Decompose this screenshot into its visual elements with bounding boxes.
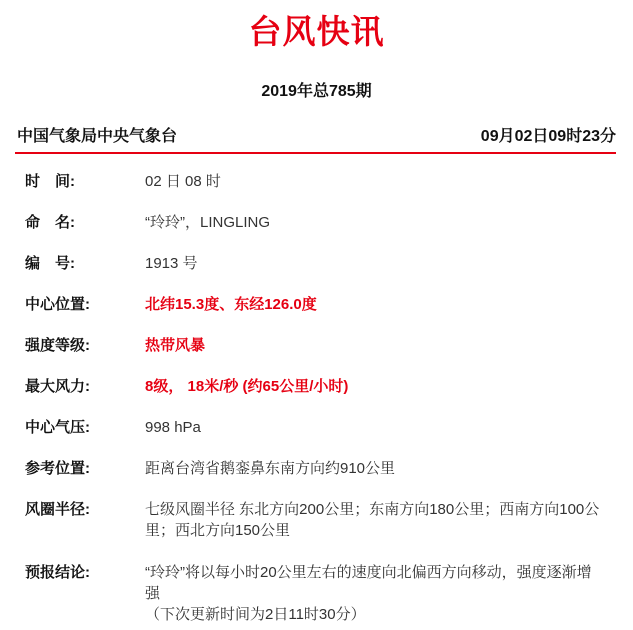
field-value: “玲玲”，LINGLING: [145, 214, 271, 231]
field-label: 中心气压:: [25, 419, 90, 436]
field-value: 距离台湾省鹅銮鼻东南方向约910公里: [145, 460, 396, 477]
field-value: 8级， 18米/秒 (约65公里/小时): [145, 378, 349, 395]
field-value: 热带风暴: [145, 337, 206, 354]
field-value: 1913 号: [145, 255, 198, 272]
field-value: 02 日 08 时: [145, 173, 221, 190]
field-label: 中心位置:: [25, 296, 90, 313]
header-bar: [15, 122, 616, 154]
field-label: 最大风力:: [25, 378, 90, 395]
field-value: 北纬15.3度、东经126.0度: [145, 296, 317, 313]
field-label: 编 号:: [25, 255, 75, 272]
issue-number: 2019年总785期: [261, 83, 372, 100]
issued-time: 09月02日09时23分: [480, 128, 616, 145]
field-label: 预报结论:: [25, 564, 90, 581]
forecast-text: “玲玲”将以每小时20公里左右的速度向北偏西方向移动，强度逐渐增强: [145, 564, 592, 602]
field-label: 命 名:: [25, 214, 75, 231]
field-label: 时 间:: [25, 173, 75, 190]
field-label: 风圈半径:: [25, 501, 90, 518]
bulletin-title: 台风快讯: [248, 13, 385, 50]
field-label: 强度等级:: [25, 337, 90, 354]
field-value: [145, 562, 605, 625]
field-value: 998 hPa: [145, 419, 201, 436]
agency-name: 中国气象局中央气象台: [17, 128, 178, 145]
next-update-note: （下次更新时间为2日11时30分）: [145, 606, 366, 623]
field-label: 参考位置:: [25, 460, 90, 477]
field-value: 七级风圈半径 东北方向200公里；东南方向180公里；西南方向100公里；西北方向150公里: [145, 501, 600, 539]
